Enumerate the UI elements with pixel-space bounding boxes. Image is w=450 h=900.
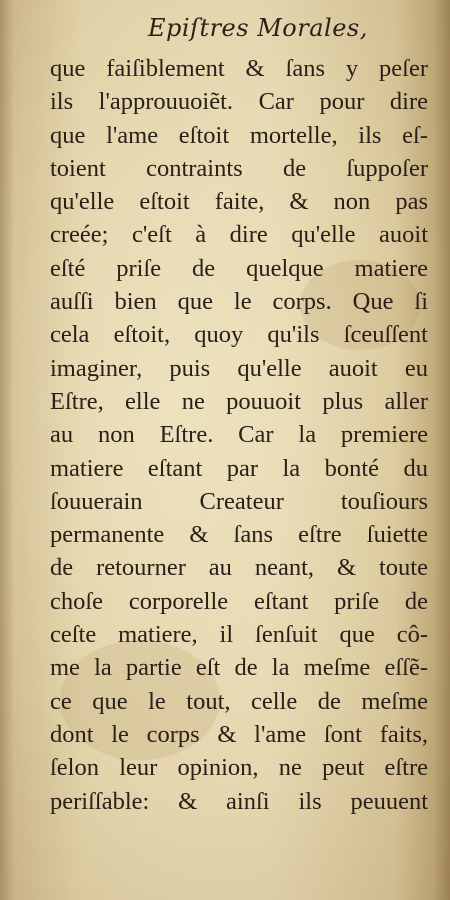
text-line: me la partie eſt de la meſme eſſẽ- [50,654,428,682]
text-line: ceſte matiere, il ſenſuit que cô- [50,621,428,649]
text-line: auſſi bien que le corps. Que ſi [50,288,428,316]
body-text [50,52,428,818]
text-line: toient contraints de ſuppoſer [50,154,428,182]
text-line: permanente & ſans eſtre ſuiette [50,521,428,549]
page-gutter-shadow [0,0,14,900]
text-line: ſouuerain Createur touſiours [50,487,428,515]
page-edge-shadow [434,0,450,900]
text-line: ce que le tout, celle de meſme [50,687,428,715]
text-line: dont le corps & l'ame ſont faits, [50,720,428,748]
text-line: cela eſtoit, quoy qu'ils ſceuſſent [50,321,428,349]
text-line: creée; c'eſt à dire qu'elle auoit [50,221,428,249]
text-line: que faiſiblement & ſans y peſer [50,55,428,82]
text-line: choſe corporelle eſtant priſe de [50,587,428,615]
text-line: que l'ame eſtoit mortelle, ils eſ- [50,121,428,149]
text-line: ſelon leur opinion, ne peut eſtre [50,754,428,782]
text-line: periſſable: & ainſi ils peuuent [50,787,428,815]
text-line: ils l'approuuoiẽt. Car pour dire [50,88,428,116]
text-line: Eſtre, elle ne pouuoit plus aller [50,387,428,415]
text-line: matiere eſtant par la bonté du [50,454,428,482]
text-line: au non Eſtre. Car la premiere [50,421,428,449]
text-line: qu'elle eſtoit faite, & non pas [50,188,428,216]
text-line: eſté priſe de quelque matiere [50,254,428,282]
text-line: imaginer, puis qu'elle auoit eu [50,354,428,382]
running-head: Epiſtres Morales, [148,14,368,42]
text-line: de retourner au neant, & toute [50,554,428,582]
